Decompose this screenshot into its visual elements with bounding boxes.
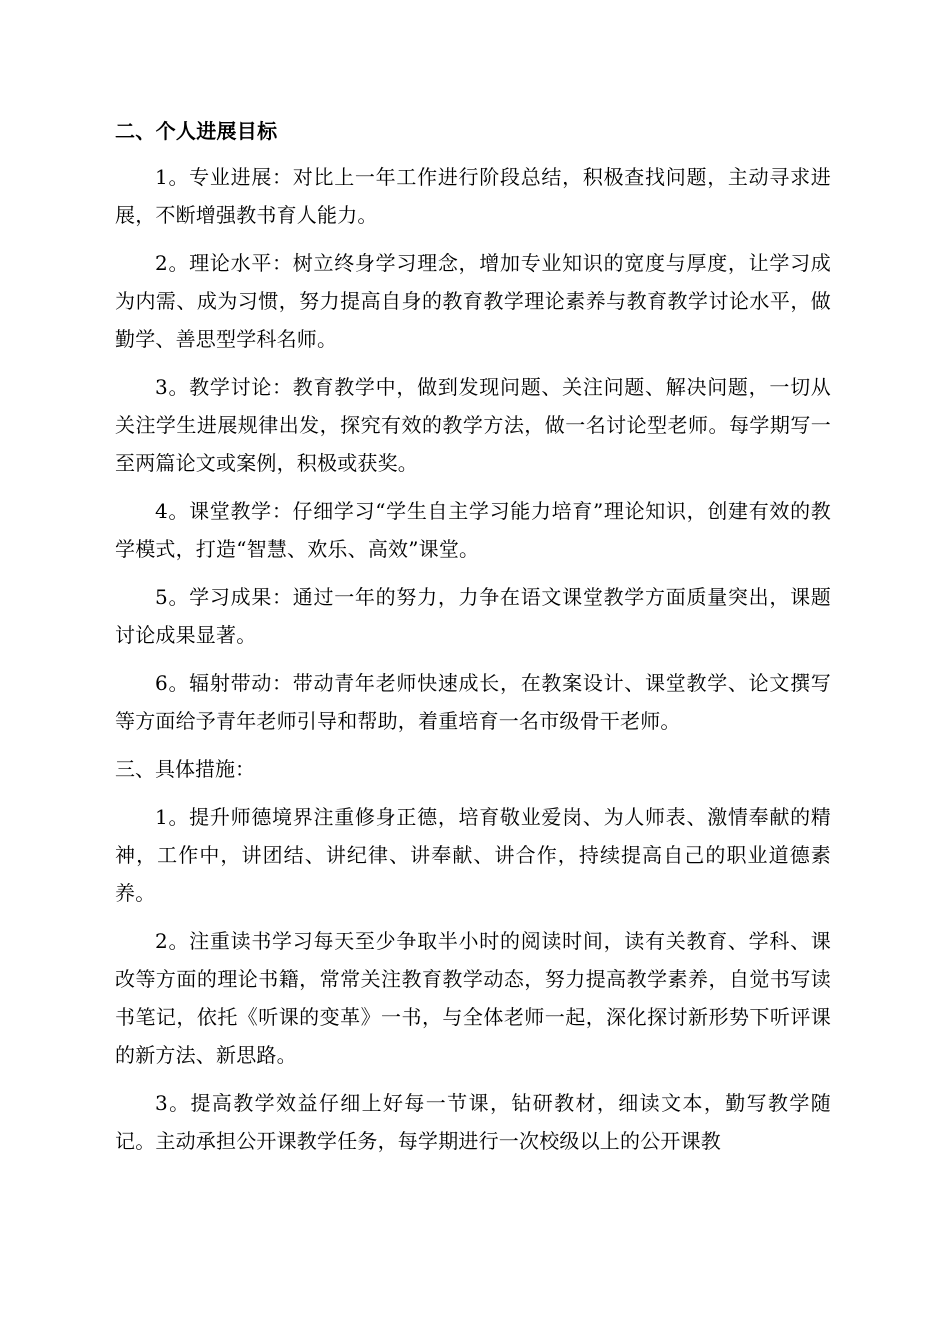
goal-item-classroom: 4。课堂教学：仔细学习“学生自主学习能力培育”理论知识，创建有效的教学模式，打造“智慧、欢乐、高效”课堂。 bbox=[115, 499, 831, 561]
section-heading-measures: 三、具体措施： bbox=[115, 757, 255, 781]
document-body bbox=[115, 112, 831, 1160]
goal-item-theory: 2。理论水平：树立终身学习理念，增加专业知识的宽度与厚度，让学习成为内需、成为习惯，努力提高自身的教育教学理论素养与教育教学讨论水平，做勤学、善思型学科名师。 bbox=[115, 251, 831, 351]
goal-item-research: 3。教学讨论：教育教学中，做到发现问题、关注问题、解决问题，一切从关注学生进展规律出发，探究有效的教学方法，做一名讨论型老师。每学期写一至两篇论文或案例，积极或获奖。 bbox=[115, 375, 831, 475]
measure-item-ethics: 1。提升师德境界注重修身正德，培育敬业爱岗、为人师表、激情奉献的精神，工作中，讲团结、讲纪律、讲奉献、讲合作，持续提高自己的职业道德素养。 bbox=[115, 805, 831, 905]
goal-item-professional: 1。专业进展：对比上一年工作进行阶段总结，积极查找问题，主动寻求进展，不断增强教书育人能力。 bbox=[115, 165, 831, 227]
section-heading-personal-goals: 二、个人进展目标 bbox=[115, 119, 278, 143]
measure-item-teaching: 3。提高教学效益仔细上好每一节课，钻研教材，细读文本，勤写教学随记。主动承担公开课教学任务，每学期进行一次校级以上的公开课教 bbox=[115, 1091, 831, 1153]
measure-item-reading: 2。注重读书学习每天至少争取半小时的阅读时间，读有关教育、学科、课改等方面的理论书籍，常常关注教育教学动态，努力提高教学素养，自觉书写读书笔记，依托《听课的变革》一书，与全体老师一起，深化探讨新形势下听评课的新方法、新思路。 bbox=[115, 929, 831, 1067]
goal-item-results: 5。学习成果：通过一年的努力，力争在语文课堂教学方面质量突出，课题讨论成果显著。 bbox=[115, 585, 831, 647]
goal-item-mentoring: 6。辐射带动：带动青年老师快速成长，在教案设计、课堂教学、论文撰写等方面给予青年老师引导和帮助，着重培育一名市级骨干老师。 bbox=[115, 671, 831, 733]
